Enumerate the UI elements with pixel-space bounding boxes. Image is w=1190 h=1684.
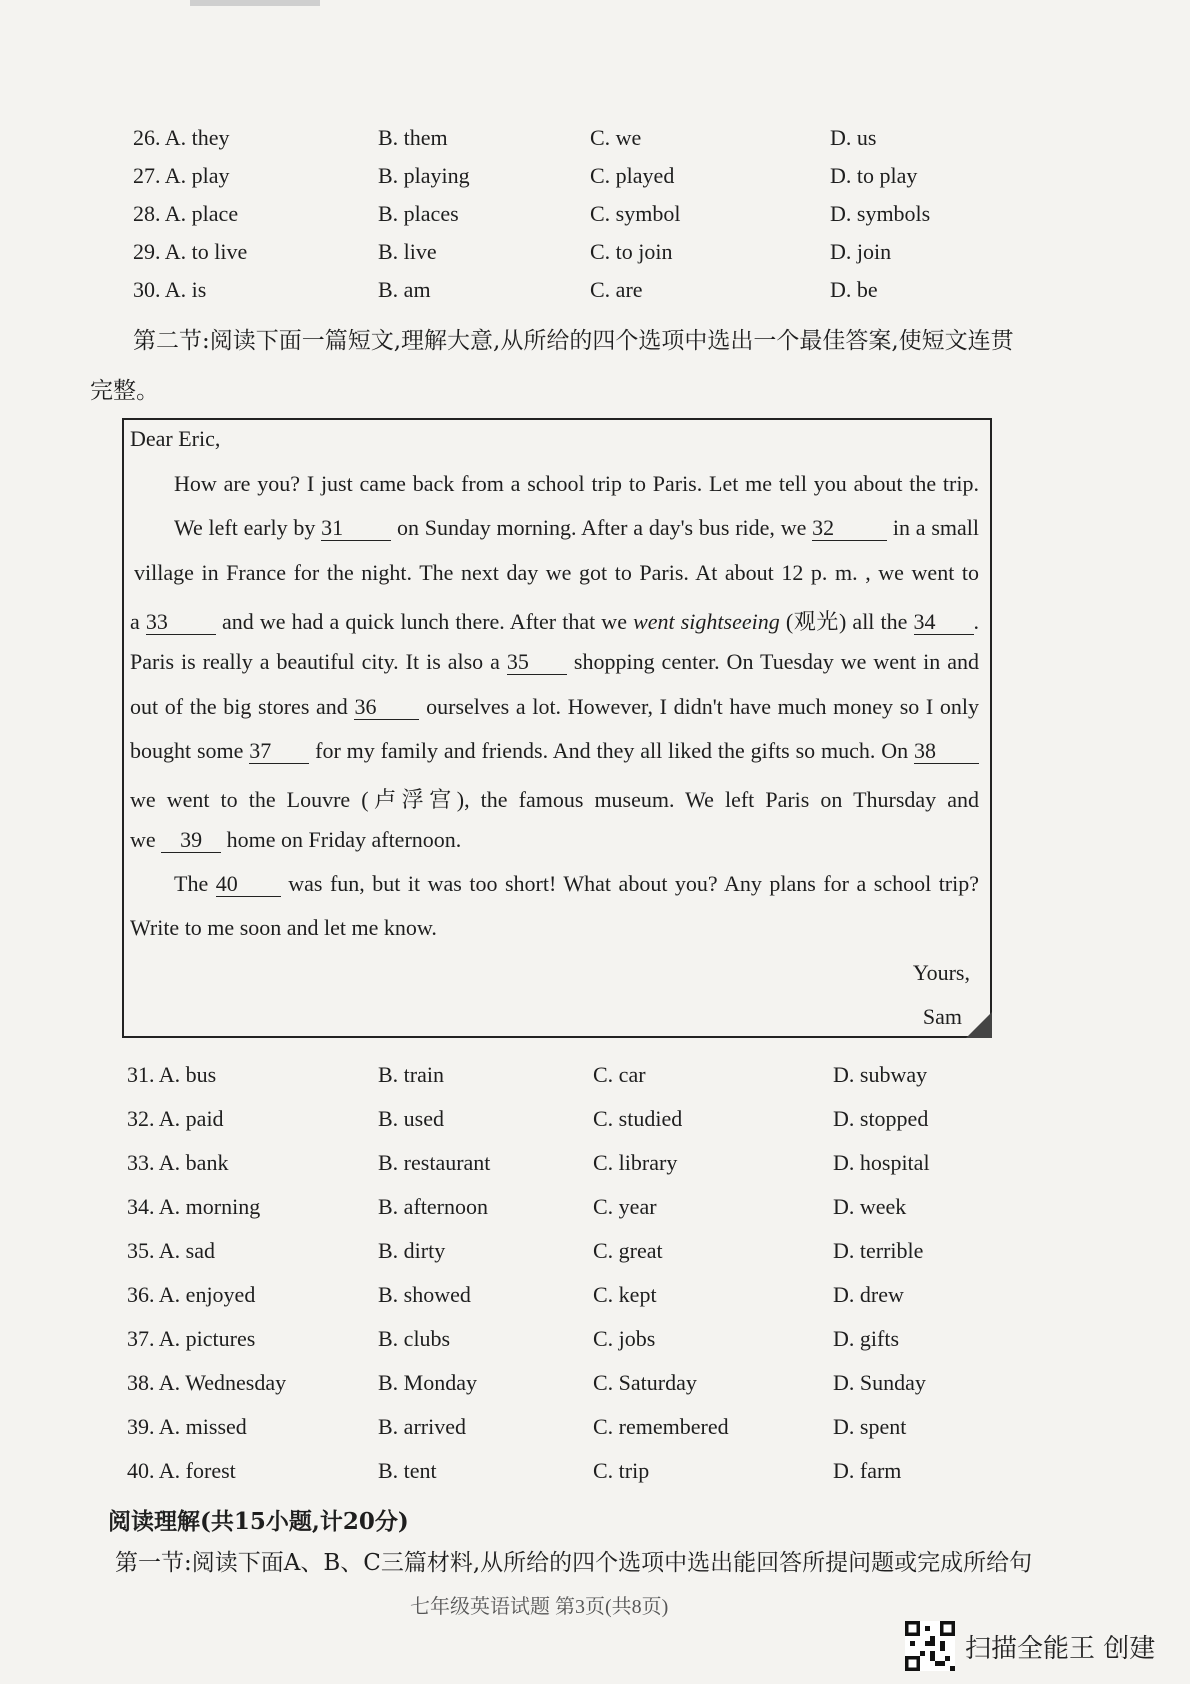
- option-d: D. be: [830, 277, 878, 302]
- text: bought some: [130, 738, 244, 763]
- option-row-26: [0, 125, 1190, 165]
- option-d: D. spent: [833, 1414, 907, 1439]
- blank-37: 37: [249, 739, 309, 764]
- option-b: B. dirty: [378, 1238, 446, 1263]
- option-d: D. week: [833, 1194, 907, 1219]
- option-a: 32. A. paid: [127, 1106, 224, 1131]
- option-row-40: [0, 1458, 1190, 1498]
- text: (观光) all the: [785, 609, 908, 634]
- option-b: B. places: [378, 201, 459, 226]
- option-a: 40. A. forest: [127, 1458, 236, 1483]
- letter-line: How are you? I just came back from a school trip to Paris. Let me tell you about the trip.: [174, 471, 979, 496]
- letter-line: [174, 871, 979, 897]
- blank-34: 34: [914, 610, 974, 635]
- option-row-34: [0, 1194, 1190, 1234]
- text: a: [130, 609, 140, 634]
- text: home on Friday afternoon.: [226, 827, 462, 852]
- blank-39: 39: [161, 828, 221, 853]
- option-b: B. Monday: [378, 1370, 477, 1395]
- option-b: B. train: [378, 1062, 444, 1087]
- option-d: D. hospital: [833, 1150, 930, 1175]
- option-a: 29. A. to live: [133, 239, 248, 264]
- text: We left early by: [174, 515, 316, 540]
- option-b: B. playing: [378, 163, 470, 188]
- option-a: 33. A. bank: [127, 1150, 229, 1175]
- option-d: D. join: [830, 239, 892, 264]
- letter-line: Write to me soon and let me know.: [130, 915, 437, 940]
- letter-signature: Sam: [922, 1004, 962, 1029]
- option-d: D. stopped: [833, 1106, 929, 1131]
- option-b: B. live: [378, 239, 437, 264]
- blank-40: 40: [216, 872, 281, 897]
- option-a: 26. A. they: [133, 125, 230, 150]
- option-a: 31. A. bus: [127, 1062, 217, 1087]
- option-row-37: [0, 1326, 1190, 1366]
- option-c: C. car: [593, 1062, 646, 1087]
- text: we: [130, 827, 156, 852]
- option-b: B. tent: [378, 1458, 437, 1483]
- letter-line: village in France for the night. The next day we got to Paris. At about 12 p. m. , we went to: [134, 560, 979, 585]
- option-a: 28. A. place: [133, 201, 239, 226]
- text: was fun, but it was too short! What about you? Any plans for a school trip?: [288, 871, 980, 896]
- option-row-29: [0, 239, 1190, 279]
- option-c: C. kept: [593, 1282, 657, 1307]
- option-b: B. afternoon: [378, 1194, 488, 1219]
- option-b: B. clubs: [378, 1326, 451, 1351]
- option-d: D. us: [830, 125, 877, 150]
- letter-line: [130, 827, 461, 853]
- option-c: C. jobs: [593, 1326, 656, 1351]
- option-row-33: [0, 1150, 1190, 1190]
- section2-instruction-cont: 完整。: [90, 378, 159, 404]
- option-a: 37. A. pictures: [127, 1326, 256, 1351]
- option-b: B. showed: [378, 1282, 471, 1307]
- qr-code-icon: [905, 1621, 955, 1671]
- letter-line: [130, 694, 979, 720]
- option-row-31: [0, 1062, 1190, 1102]
- reading-section-title: 阅读理解(共15小题,计20分): [108, 1508, 409, 1535]
- scan-artifact: [190, 0, 320, 6]
- option-a: 34. A. morning: [127, 1194, 261, 1219]
- text: on Sunday morning. After a day's bus ride, we: [396, 515, 807, 540]
- option-b: B. arrived: [378, 1414, 466, 1439]
- option-c: C. great: [593, 1238, 663, 1263]
- option-b: B. them: [378, 125, 448, 150]
- option-c: C. Saturday: [593, 1370, 697, 1395]
- letter-line: [130, 738, 979, 764]
- option-d: D. terrible: [833, 1238, 924, 1263]
- reading-instruction: 第一节:阅读下面A、B、C三篇材料,从所给的四个选项中选出能回答所提问题或完成所给句: [115, 1550, 1033, 1576]
- letter-greeting: Dear Eric,: [130, 426, 221, 451]
- letter-line: we went to the Louvre (卢浮宫), the famous museum. We left Paris on Thursday and: [130, 787, 979, 812]
- option-a: 39. A. missed: [127, 1414, 247, 1439]
- option-d: D. gifts: [833, 1326, 899, 1351]
- option-d: D. Sunday: [833, 1370, 926, 1395]
- option-c: C. remembered: [593, 1414, 729, 1439]
- option-a: 30. A. is: [133, 277, 207, 302]
- option-d: D. drew: [833, 1282, 904, 1307]
- text: Paris is really a beautiful city. It is also a: [130, 649, 500, 674]
- section2-instruction: 第二节:阅读下面一篇短文,理解大意,从所给的四个选项中选出一个最佳答案,使短文连贯: [133, 328, 1014, 354]
- blank-33: 33: [146, 610, 216, 635]
- letter-line: [130, 605, 979, 636]
- option-d: D. subway: [833, 1062, 928, 1087]
- option-row-27: [0, 163, 1190, 203]
- text: out of the big stores and: [130, 694, 348, 719]
- option-row-36: [0, 1282, 1190, 1322]
- text: in a small: [892, 515, 980, 540]
- blank-31: 31: [321, 516, 391, 541]
- option-d: D. symbols: [830, 201, 931, 226]
- option-a: 38. A. Wednesday: [127, 1370, 287, 1395]
- option-c: C. year: [593, 1194, 657, 1219]
- option-row-30: [0, 277, 1190, 317]
- option-a: 36. A. enjoyed: [127, 1282, 256, 1307]
- blank-36: 36: [354, 695, 419, 720]
- option-c: C. played: [590, 163, 675, 188]
- text: The: [174, 871, 209, 896]
- blank-32: 32: [812, 516, 887, 541]
- text: ourselves a lot. However, I didn't have much money so I only: [426, 694, 980, 719]
- text: shopping center. On Tuesday we went in and: [573, 649, 980, 674]
- option-c: C. studied: [593, 1106, 683, 1131]
- option-d: D. to play: [830, 163, 918, 188]
- option-c: C. are: [590, 277, 643, 302]
- option-a: 27. A. play: [133, 163, 230, 188]
- text: for my family and friends. And they all liked the gifts so much. On: [315, 738, 909, 763]
- page-footer: 七年级英语试题 第3页(共8页): [410, 1596, 669, 1618]
- italic-phrase: went sightseeing: [633, 609, 780, 634]
- text: .: [973, 609, 980, 634]
- option-a: 35. A. sad: [127, 1238, 215, 1263]
- option-row-39: [0, 1414, 1190, 1454]
- option-row-38: [0, 1370, 1190, 1410]
- option-b: B. am: [378, 277, 431, 302]
- letter-closing: Yours,: [912, 960, 970, 985]
- option-b: B. used: [378, 1106, 444, 1131]
- letter-line: [174, 515, 979, 541]
- option-c: C. symbol: [590, 201, 681, 226]
- option-row-28: [0, 201, 1190, 241]
- letter-passage: [122, 418, 992, 1038]
- option-c: C. we: [590, 125, 642, 150]
- option-d: D. farm: [833, 1458, 902, 1483]
- blank-35: 35: [507, 650, 567, 675]
- option-c: C. to join: [590, 239, 673, 264]
- blank-38: 38: [914, 739, 979, 764]
- option-b: B. restaurant: [378, 1150, 491, 1175]
- option-c: C. library: [593, 1150, 678, 1175]
- option-row-35: [0, 1238, 1190, 1278]
- letter-line: [130, 649, 979, 675]
- text: and we had a quick lunch there. After that we: [221, 609, 627, 634]
- page-fold-corner: [966, 1012, 992, 1038]
- option-row-32: [0, 1106, 1190, 1146]
- scanner-watermark: 扫描全能王 创建: [965, 1634, 1156, 1664]
- option-c: C. trip: [593, 1458, 650, 1483]
